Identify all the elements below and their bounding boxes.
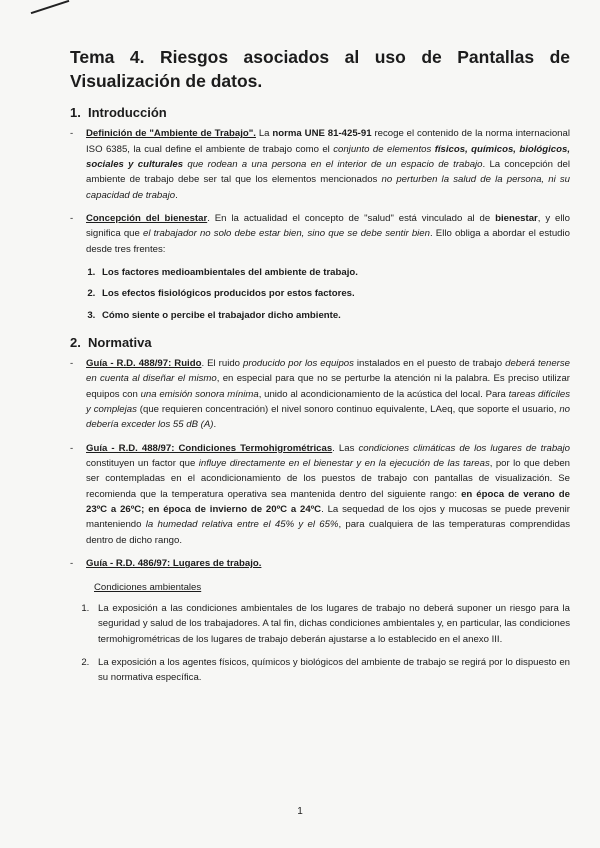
section-heading-normativa: 2. Normativa (70, 335, 152, 351)
paragraph-ruido: - Guía - R.D. 488/97: Ruido. El ruido producido por los equipos instalados en el puesto de trabajo deberá tenerse en cuenta al diseñar el mismo, en especial para que no se perturbe la atención ni la palabra. Es preciso utilizar equipos con una emisión sonora mínima, unido al acondicionamiento de la acústica del local. Para tareas difíciles y complejas (que requieren concentración) el nivel sonoro continuo equivalente, LAeq, que soporte el usuario, no debería exceder los 55 dB (A). (70, 356, 570, 433)
section-heading-introduccion: 1. Introducción (70, 105, 167, 121)
list-item: 1. Los factores medioambientales del ambiente de trabajo. (98, 265, 570, 280)
list-item: 2. La exposición a los agentes físicos, químicos y biológicos del ambiente de trabajo se regirá por lo dispuesto en su normativa específica. (92, 655, 570, 686)
paragraph-concepcion-bienestar: - Concepción del bienestar. En la actualidad el concepto de "salud" está vinculado al de bienestar, y ello significa que el trabajador no solo debe estar bien, sino que se debe sentir bien. Ello obliga a abordar el estudio desde tres frentes: (70, 211, 570, 257)
document-page (70, 46, 570, 694)
page-title: Tema 4. Riesgos asociados al uso de Pantallas de Visualización de datos. (70, 47, 570, 91)
paragraph-lugares-trabajo: - Guía - R.D. 486/97: Lugares de trabajo. (70, 556, 570, 571)
fronts-list (98, 265, 570, 323)
pen-mark (31, 0, 70, 14)
conditions-heading: Condiciones ambientales (94, 581, 202, 593)
list-item: 1. La exposición a las condiciones ambientales de los lugares de trabajo no deberá suponer un riesgo para la seguridad y salud de los trabajadores. A tal fin, dichas condiciones ambientales y, en particular, las condiciones termohigrométricas de los lugares de trabajo deberán ajustarse a lo establecido en el anexo III. (92, 601, 570, 647)
list-item: 3. Cómo siente o percibe el trabajador dicho ambiente. (98, 308, 570, 323)
page-number: 1 (297, 806, 303, 817)
paragraph-termohigrometricas: - Guía - R.D. 488/97: Condiciones Termohigrométricas. Las condiciones climáticas de los lugares de trabajo constituyen un factor que influye directamente en el bienestar y en la ejecución de las tareas, por lo que deben ser contempladas en el acondicionamiento de los puestos de trabajo con pantallas de visualización. Se recomienda que la temperatura operativa sea mantenida dentro del siguiente rango: en época de verano de 23ºC a 26ºC; en época de invierno de 20ºC a 24ºC. La sequedad de los ojos y mucosas se puede prevenir manteniendo la humedad relativa entre el 45% y el 65%, para cualquiera de las temperaturas comprendidas dentro de dicho rango. (70, 441, 570, 548)
conditions-list (92, 601, 570, 686)
paragraph-ambiente-trabajo: - Definición de "Ambiente de Trabajo". La norma UNE 81-425-91 recoge el contenido de la norma internacional ISO 6385, la cual define el ambiente de trabajo como el conjunto de elementos físicos, químicos, biológicos, sociales y culturales que rodean a una persona en el interior de un espacio de trabajo. La concepción del ambiente de trabajo debe ser tal que los elementos mencionados no perturben la salud de la persona, ni su capacidad de trabajo. (70, 126, 570, 203)
list-item: 2. Los efectos fisiológicos producidos por estos factores. (98, 286, 570, 301)
